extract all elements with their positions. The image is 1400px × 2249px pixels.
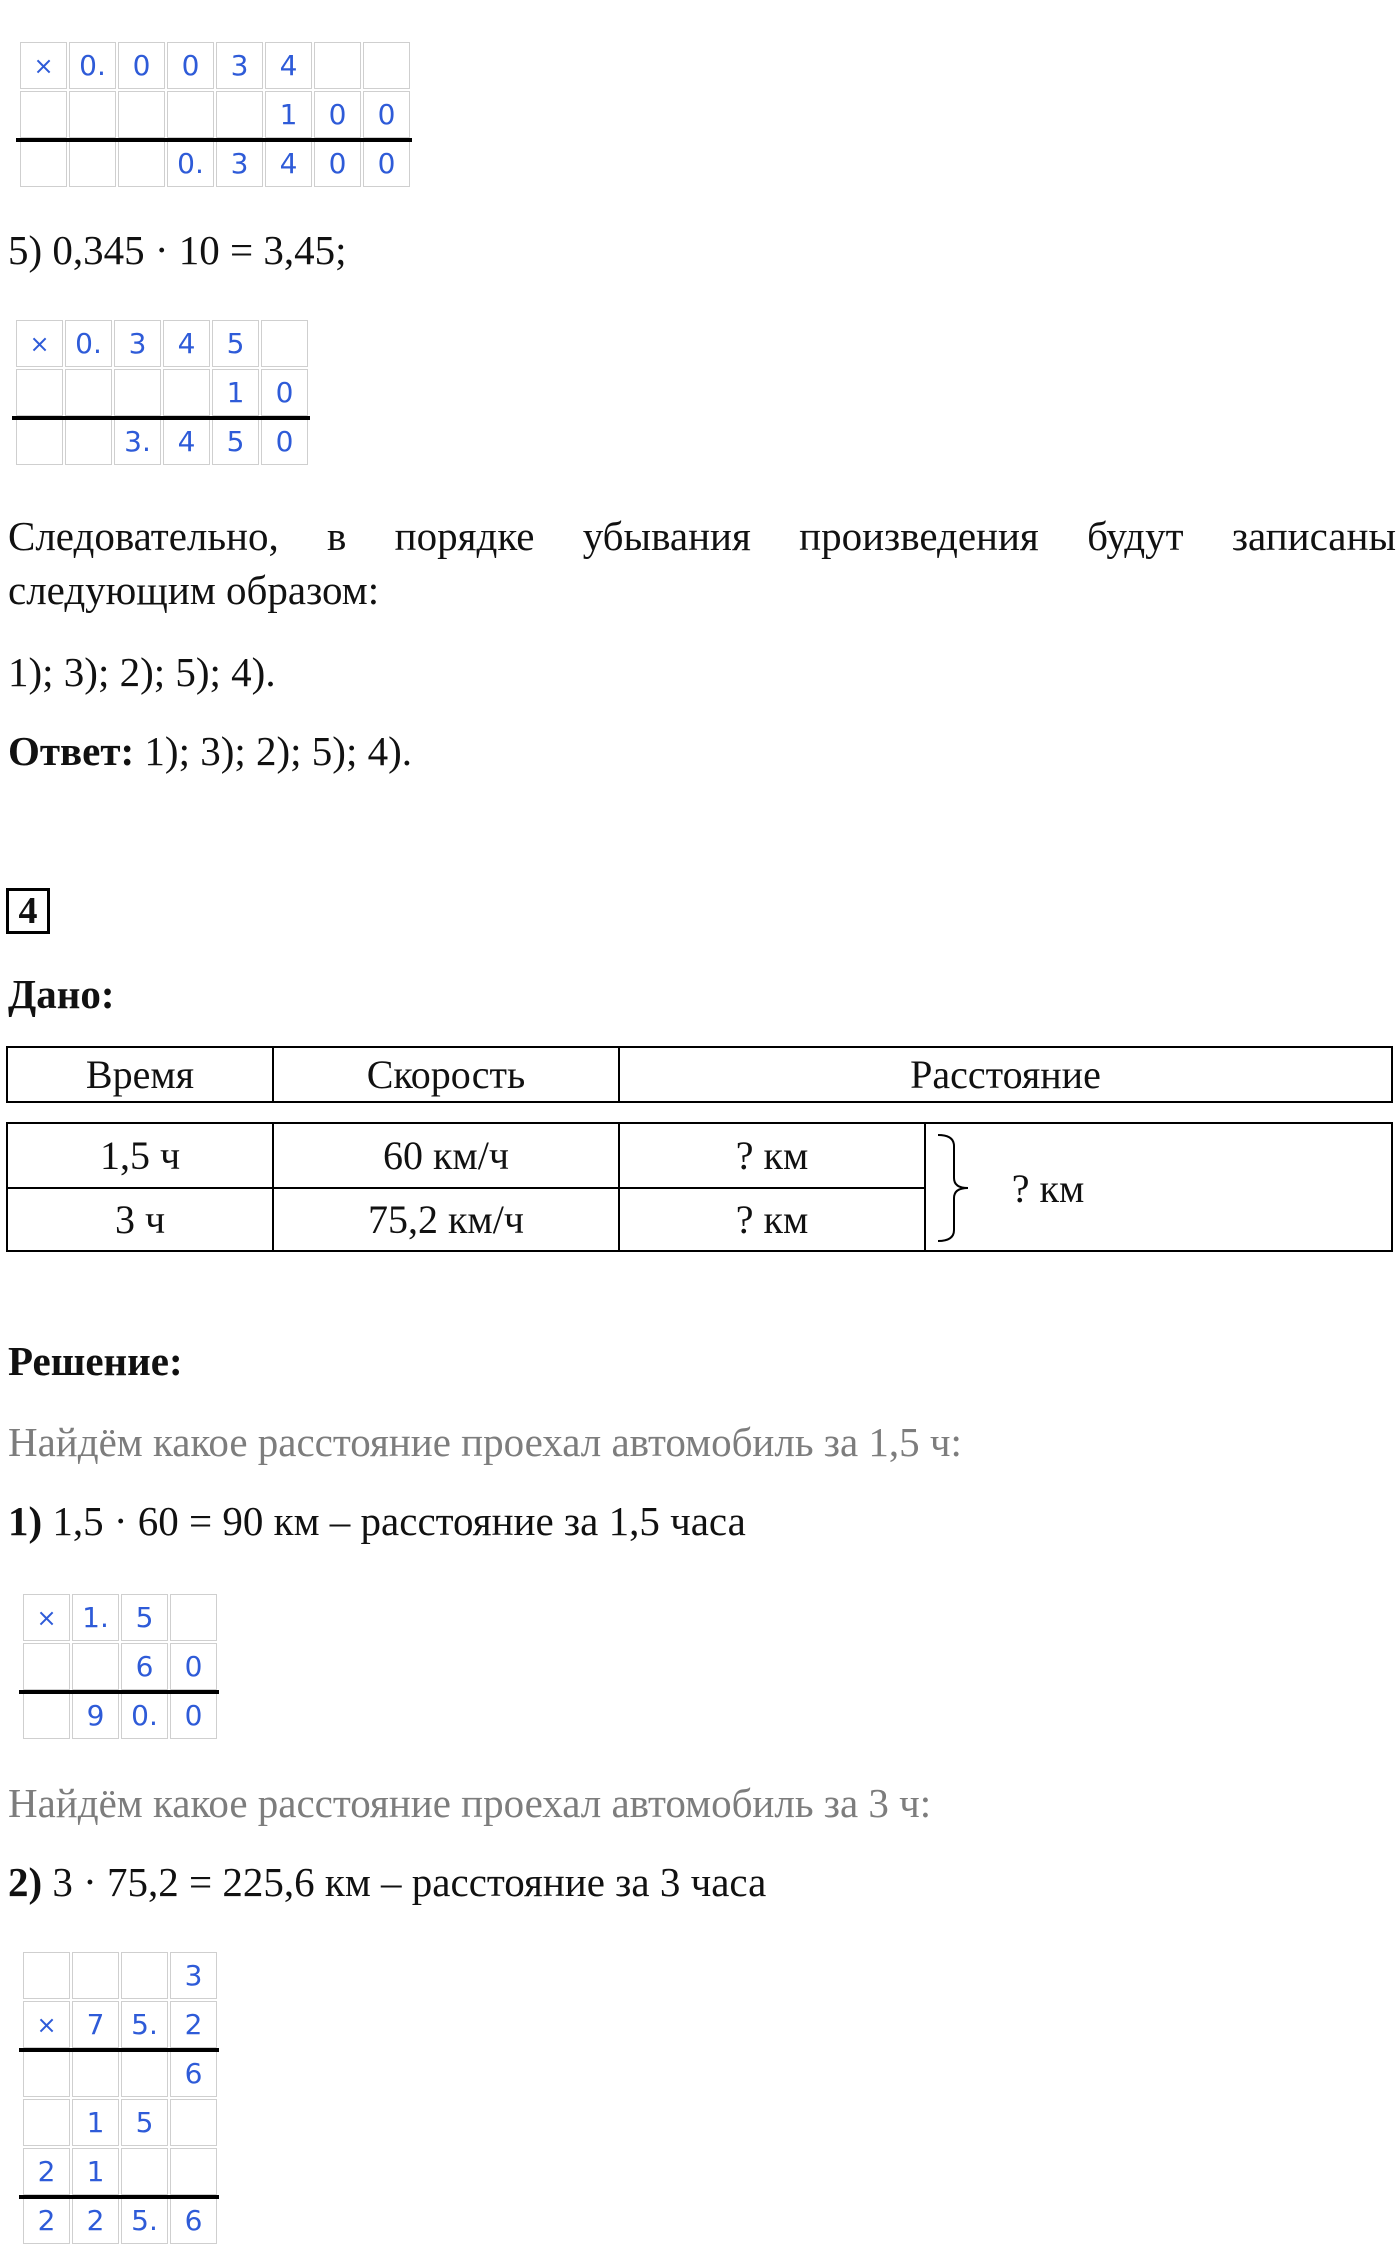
grid-cell: 2 (72, 2197, 119, 2244)
grid-cell (23, 2050, 70, 2097)
answer-value: 1); 3); 2); 5); 4). (134, 728, 413, 774)
grid-cell: 0. (121, 1692, 168, 1739)
grid-cell (363, 42, 410, 89)
grid-cell: 0 (167, 42, 214, 89)
grid-cell: 0 (261, 369, 308, 416)
row1-speed: 60 км/ч (383, 1133, 509, 1178)
result-rule (19, 1690, 219, 1694)
grid-cell: 4 (163, 320, 210, 367)
step1-line (8, 1497, 746, 1546)
row2-distance: ? км (735, 1197, 809, 1242)
grid-cell (16, 418, 63, 465)
grid-cell (170, 2099, 217, 2146)
conclusion-line-1: Следовательно, в порядке убывания произведения будут записаны (8, 513, 1396, 559)
given-table-header (6, 1046, 1393, 1103)
step1-number: 1) (8, 1498, 43, 1544)
equation-5: 5) 0,345 · 10 = 3,45; (8, 227, 347, 273)
grid-cell (118, 91, 165, 138)
grid-cell: 0 (118, 42, 165, 89)
order-result: 1); 3); 2); 5); 4). (8, 649, 276, 695)
grid-cell (261, 320, 308, 367)
grid-cell: 4 (265, 140, 312, 187)
grid-cell (65, 369, 112, 416)
grid-cell: 2 (170, 2001, 217, 2048)
grid-cell: 1 (72, 2099, 119, 2146)
grid-cell (20, 140, 67, 187)
grid-cell: 0 (363, 91, 410, 138)
multiply-sign: × (20, 42, 67, 89)
header-time: Время (85, 1052, 195, 1097)
multiply-sign: × (16, 320, 63, 367)
step2-number: 2) (8, 1859, 43, 1905)
grid-cell (23, 2099, 70, 2146)
step2-line (8, 1858, 766, 1907)
step2-hint: Найдём какое расстояние проехал автомобиль за 3 ч: (8, 1780, 932, 1826)
grid-cell: 1. (72, 1594, 119, 1641)
grid-cell: 0 (314, 140, 361, 187)
grid-cell: 5 (121, 1594, 168, 1641)
header-speed: Скорость (366, 1052, 526, 1097)
grid-cell (118, 140, 165, 187)
grid-cell (69, 140, 116, 187)
given-label: Дано: (8, 971, 115, 1017)
grid-cell: 5. (121, 2197, 168, 2244)
row2-speed: 75,2 км/ч (368, 1197, 524, 1242)
grid-cell: 0 (261, 418, 308, 465)
grid-cell (163, 369, 210, 416)
answer-label: Ответ: (8, 728, 135, 774)
multiplication-grid-4 (23, 1952, 219, 2246)
multiply-sign: × (23, 2001, 70, 2048)
grid-cell (314, 42, 361, 89)
grid-cell (72, 1643, 119, 1690)
grid-cell (72, 1952, 119, 1999)
multiplication-grid-3 (23, 1594, 219, 1741)
grid-cell: 1 (265, 91, 312, 138)
grid-cell (69, 91, 116, 138)
conclusion-line-2: следующим образом: (8, 567, 380, 613)
grid-cell (72, 2050, 119, 2097)
grid-cell: 5 (212, 418, 259, 465)
grid-cell: 0. (69, 42, 116, 89)
grid-cell: 4 (163, 418, 210, 465)
row1-distance: ? км (735, 1133, 809, 1178)
grid-cell: 3 (114, 320, 161, 367)
curly-brace-icon (934, 1132, 980, 1244)
step1-hint: Найдём какое расстояние проехал автомобиль за 1,5 ч: (8, 1419, 962, 1465)
grid-cell (23, 1952, 70, 1999)
grid-cell: 0 (363, 140, 410, 187)
given-table-body (6, 1122, 1393, 1252)
result-rule (19, 2048, 219, 2052)
grid-cell: 1 (72, 2148, 119, 2195)
grid-cell: 0. (167, 140, 214, 187)
grid-cell: 4 (265, 42, 312, 89)
answer-line (8, 727, 412, 776)
grid-cell (121, 1952, 168, 1999)
grid-cell: 0 (170, 1643, 217, 1690)
multiplication-grid-2 (16, 320, 310, 467)
grid-cell (23, 1643, 70, 1690)
grid-cell: 5. (121, 2001, 168, 2048)
grid-cell (121, 2050, 168, 2097)
grid-cell: 5 (212, 320, 259, 367)
grid-cell: 7 (72, 2001, 119, 2048)
grid-cell: 3 (170, 1952, 217, 1999)
grid-cell: 3 (216, 140, 263, 187)
grid-cell: 0. (65, 320, 112, 367)
grid-cell: 3 (216, 42, 263, 89)
result-rule (12, 416, 310, 420)
grid-cell (16, 369, 63, 416)
solution-label: Решение: (8, 1338, 183, 1384)
grid-cell: 6 (121, 1643, 168, 1690)
step1-text: 1,5 · 60 = 90 км – расстояние за 1,5 часа (42, 1498, 746, 1544)
grid-cell (170, 2148, 217, 2195)
grid-cell: 9 (72, 1692, 119, 1739)
grid-cell (114, 369, 161, 416)
grid-cell (167, 91, 214, 138)
multiplication-grid-1 (20, 42, 412, 189)
header-distance: Расстояние (910, 1052, 1101, 1097)
task-number: 4 (6, 888, 50, 934)
row1-time: 1,5 ч (99, 1133, 181, 1178)
grid-cell: 0 (170, 1692, 217, 1739)
grid-cell (20, 91, 67, 138)
grid-cell: 3. (114, 418, 161, 465)
grid-cell: 2 (23, 2148, 70, 2195)
grid-cell (23, 1692, 70, 1739)
grid-cell: 6 (170, 2050, 217, 2097)
result-rule (16, 138, 412, 142)
grid-cell (65, 418, 112, 465)
grid-cell: 6 (170, 2197, 217, 2244)
grid-cell (170, 1594, 217, 1641)
grid-cell: 5 (121, 2099, 168, 2146)
grid-cell: 2 (23, 2197, 70, 2244)
grid-cell: 0 (314, 91, 361, 138)
grid-cell (216, 91, 263, 138)
step2-text: 3 · 75,2 = 225,6 км – расстояние за 3 часа (42, 1859, 767, 1905)
row2-time: 3 ч (114, 1197, 166, 1242)
multiply-sign: × (23, 1594, 70, 1641)
total-distance: ? км (1011, 1165, 1085, 1211)
grid-cell (121, 2148, 168, 2195)
result-rule (19, 2195, 219, 2199)
grid-cell: 1 (212, 369, 259, 416)
